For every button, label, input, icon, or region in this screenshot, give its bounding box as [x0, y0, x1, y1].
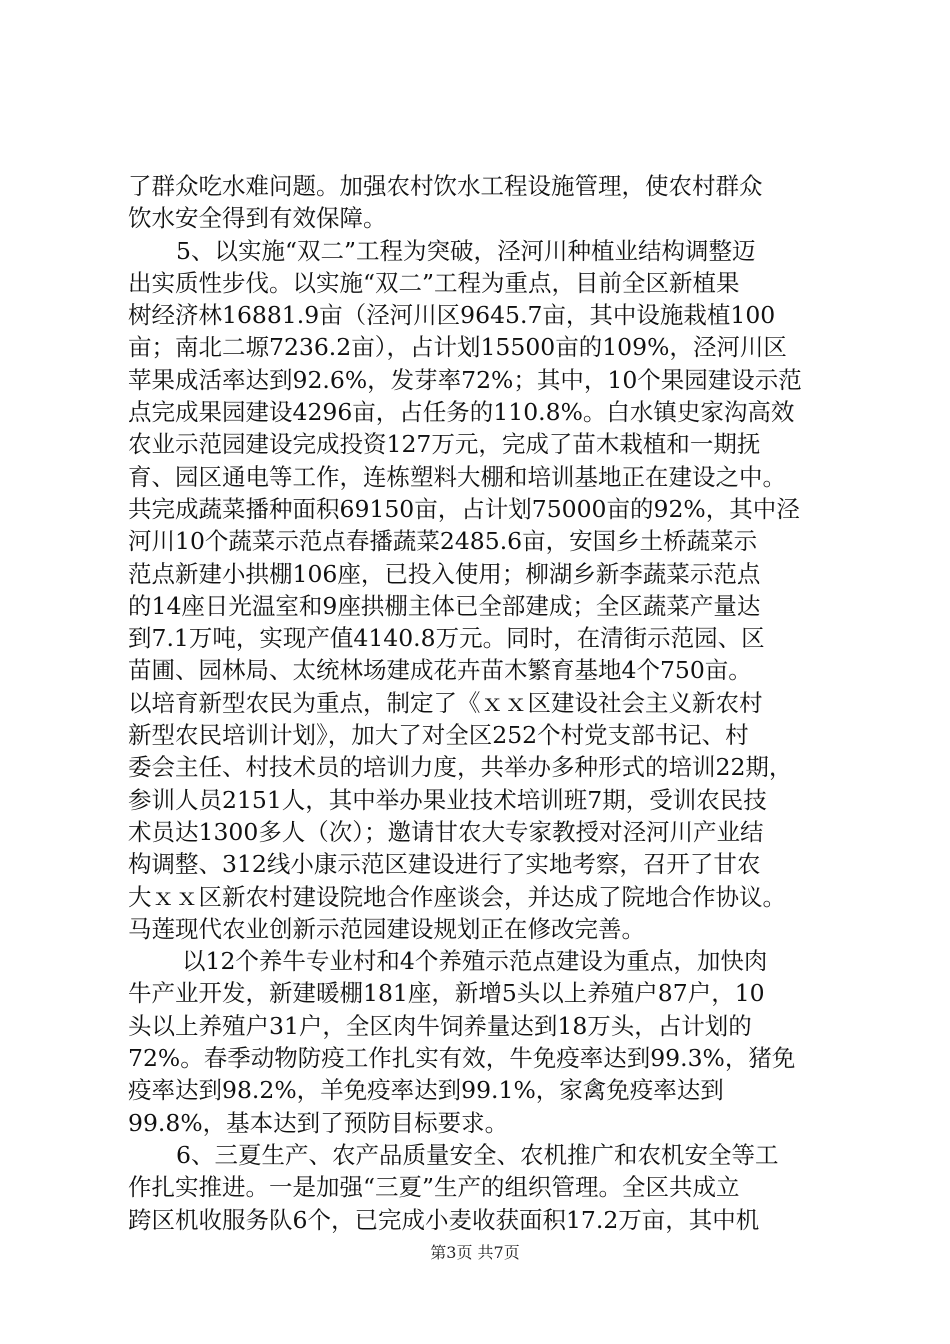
text-line: 共完成蔬菜播种面积69150亩，占计划75000亩的92%，其中泾: [128, 494, 800, 523]
text-line: 点完成果园建设4296亩，占任务的110.8%。白水镇史家沟高效: [128, 398, 795, 427]
text-line: 6、三夏生产、农产品质量安全、农机推广和农机安全等工: [176, 1140, 779, 1169]
text-line: 构调整、312线小康示范区建设进行了实地考察，召开了甘农: [128, 850, 761, 879]
text-line: 新型农民培训计划》，加大了对全区252个村党支部书记、村: [128, 721, 749, 750]
text-line: 头以上养殖户31户，全区肉牛饲养量达到18万头，占计划的: [128, 1011, 752, 1040]
text-line: 到7.1万吨，实现产值4140.8万元。同时，在清街示范园、区: [128, 624, 765, 653]
text-line: 术员达1300多人（次）；邀请甘农大专家教授对泾河川产业结: [128, 817, 764, 846]
text-line: 参训人员2151人，其中举办果业技术培训班7期，受训农民技: [128, 785, 767, 814]
text-line: 马莲现代农业创新示范园建设规划正在修改完善。: [128, 914, 645, 943]
text-line: 5、以实施“双二”工程为突破，泾河川种植业结构调整迈: [176, 236, 756, 265]
text-line: 农业示范园建设完成投资127万元，完成了苗木栽植和一期抚: [128, 430, 761, 459]
text-line: 苹果成活率达到92.6%，发芽率72%；其中，10个果园建设示范: [128, 365, 802, 394]
text-line: 范点新建小拱棚106座，已投入使用；柳湖乡新李蔬菜示范点: [128, 559, 761, 588]
text-line: 育、园区通电等工作，连栋塑料大棚和培训基地正在建设之中。: [128, 462, 786, 491]
text-line: 河川10个蔬菜示范点春播蔬菜2485.6亩，安国乡土桥蔬菜示: [128, 527, 758, 556]
text-line: 牛产业开发，新建暖棚181座，新增5头以上养殖户87户，10: [128, 979, 765, 1008]
text-line: 了群众吃水难问题。加强农村饮水工程设施管理，使农村群众: [128, 172, 763, 200]
text-line: 苗圃、园林局、太统林场建成花卉苗木繁育基地4个750亩。: [128, 656, 752, 685]
text-line: 亩；南北二塬7236.2亩），占计划15500亩的109%，泾河川区: [128, 333, 787, 362]
text-line: 72%。春季动物防疫工作扎实有效，牛免疫率达到99.3%，猪免: [128, 1044, 796, 1073]
text-line: 疫率达到98.2%，羊免疫率达到99.1%，家禽免疫率达到: [128, 1076, 724, 1105]
page-footer: [0, 1243, 950, 1263]
text-line: 以12个养牛专业村和4个养殖示范点建设为重点，加快肉: [182, 947, 768, 976]
text-line: 大ｘｘ区新农村建设院地合作座谈会，并达成了院地合作协议。: [128, 882, 786, 911]
text-line: 以培育新型农民为重点，制定了《ｘｘ区建设社会主义新农村: [128, 688, 763, 717]
text-line: 饮水安全得到有效保障。: [128, 204, 387, 233]
text-line: 作扎实推进。一是加强“三夏”生产的组织管理。全区共成立: [128, 1173, 740, 1202]
page-number: 第3页 共7页: [430, 1243, 520, 1262]
text-line: 99.8%，基本达到了预防目标要求。: [128, 1108, 509, 1137]
text-line: 委会主任、村技术员的培训力度，共举办多种形式的培训22期，: [128, 753, 793, 782]
body-text: [128, 170, 838, 1236]
text-line: 跨区机收服务队6个，已完成小麦收获面积17.2万亩，其中机: [128, 1205, 760, 1234]
text-line: 的14座日光温室和9座拱棚主体已全部建成；全区蔬菜产量达: [128, 591, 761, 620]
text-line: 出实质性步伐。以实施“双二”工程为重点，目前全区新植果: [128, 268, 740, 297]
text-line: 树经济林16881.9亩（泾河川区9645.7亩，其中设施栽植100: [128, 301, 776, 330]
